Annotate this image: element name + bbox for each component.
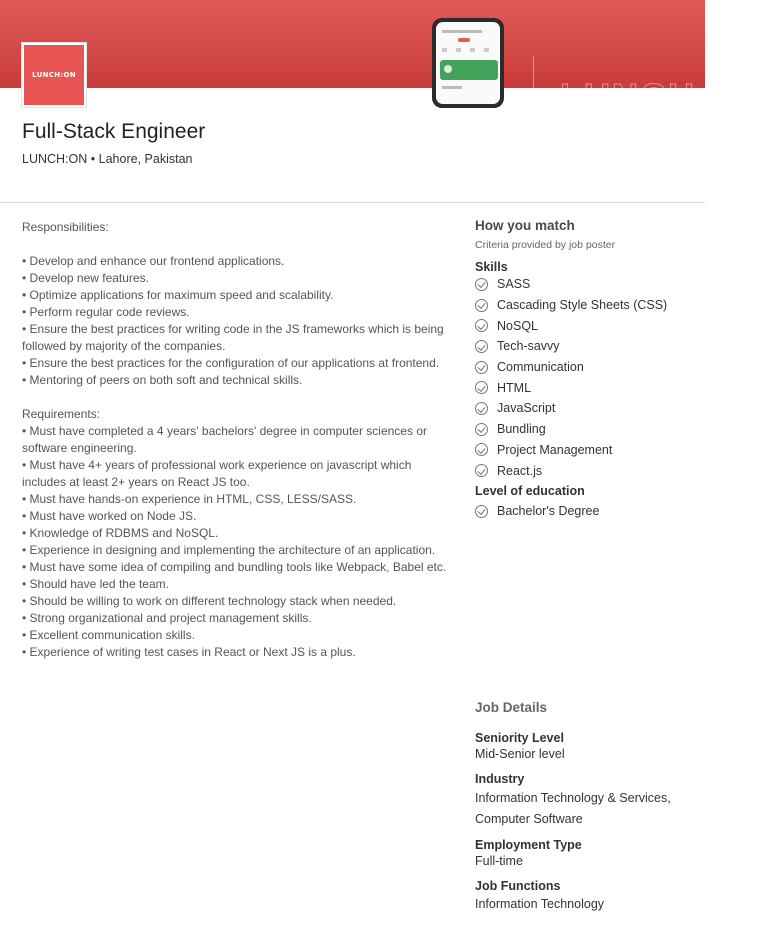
seniority-value: Mid-Senior level bbox=[475, 747, 565, 761]
industry-value: Information Technology & Services, bbox=[475, 791, 671, 805]
responsibility-item: • Mentoring of peers on both soft and technical skills. bbox=[22, 373, 303, 387]
check-circle-icon bbox=[475, 278, 488, 291]
job-functions-value: Information Technology bbox=[475, 897, 605, 911]
requirement-item: • Strong organizational and project management skills. bbox=[22, 611, 312, 625]
check-circle-icon bbox=[475, 381, 488, 394]
education-item bbox=[475, 501, 705, 522]
skill-label: Cascading Style Sheets (CSS) bbox=[497, 298, 668, 313]
employment-type-label: Employment Type bbox=[475, 838, 582, 852]
how-you-match-panel bbox=[475, 218, 705, 522]
skill-label: React.js bbox=[497, 463, 543, 478]
responsibility-item: • Develop and enhance our frontend applications. bbox=[22, 254, 285, 268]
check-circle-icon bbox=[475, 423, 488, 436]
skill-item bbox=[475, 440, 705, 461]
requirements-heading: Requirements: bbox=[22, 407, 101, 421]
meta-separator: • bbox=[90, 152, 96, 166]
requirement-item: • Experience in designing and implementing the architecture of an application. bbox=[22, 543, 436, 557]
skill-label: SASS bbox=[497, 277, 531, 292]
skill-item bbox=[475, 274, 705, 295]
check-circle-icon bbox=[475, 319, 488, 332]
skill-label: Bundling bbox=[497, 422, 546, 437]
skill-item bbox=[475, 336, 705, 357]
job-details-title: Job Details bbox=[475, 700, 548, 715]
header-divider bbox=[0, 202, 705, 203]
cover-banner bbox=[0, 0, 768, 117]
check-circle-icon bbox=[475, 443, 488, 456]
skill-item bbox=[475, 377, 705, 398]
skills-heading: Skills bbox=[475, 260, 508, 274]
skill-item bbox=[475, 315, 705, 336]
responsibility-item: • Ensure the best practices for the configuration of our applications at frontend. bbox=[22, 356, 440, 370]
check-circle-icon bbox=[475, 299, 488, 312]
check-circle-icon bbox=[475, 464, 488, 477]
job-functions-label: Job Functions bbox=[475, 879, 561, 893]
requirement-item: • Must have some idea of compiling and bundling tools like Webpack, Babel etc. bbox=[22, 560, 447, 574]
job-details-panel bbox=[475, 700, 705, 915]
responsibility-item: • Perform regular code reviews. bbox=[22, 305, 190, 319]
responsibilities-heading: Responsibilities: bbox=[22, 220, 109, 234]
job-description bbox=[22, 219, 452, 661]
skill-label: Communication bbox=[497, 360, 584, 375]
education-heading: Level of education bbox=[475, 483, 585, 498]
check-circle-icon bbox=[475, 361, 488, 374]
requirement-item: • Must have hands-on experience in HTML, CSS, LESS/SASS. bbox=[22, 492, 357, 506]
education-label: Bachelor's Degree bbox=[497, 504, 600, 519]
criteria-note: Criteria provided by job poster bbox=[475, 239, 616, 251]
industry-label: Industry bbox=[475, 772, 525, 786]
skill-label: NoSQL bbox=[497, 318, 538, 333]
check-circle-icon bbox=[475, 505, 488, 518]
skill-item bbox=[475, 357, 705, 378]
check-circle-icon bbox=[475, 402, 488, 415]
job-title: Full-Stack Engineer bbox=[22, 120, 206, 143]
skill-label: JavaScript bbox=[497, 401, 556, 416]
skill-item bbox=[475, 460, 705, 481]
seniority-label: Seniority Level bbox=[475, 731, 564, 745]
requirement-item: • Experience of writing test cases in React or Next JS is a plus. bbox=[22, 645, 356, 659]
banner-watermark-logo: LUNCH:ON bbox=[560, 76, 768, 117]
requirement-item: • Knowledge of RDBMS and NoSQL. bbox=[22, 526, 219, 540]
industry-value: Computer Software bbox=[475, 812, 583, 826]
skill-label: HTML bbox=[497, 380, 532, 395]
company-logo[interactable]: LUNCH:ON bbox=[22, 43, 86, 107]
skill-label: Project Management bbox=[497, 442, 613, 457]
requirement-item: • Should have led the team. bbox=[22, 577, 169, 591]
skill-label: Tech-savvy bbox=[497, 339, 560, 354]
skill-item bbox=[475, 295, 705, 316]
requirement-item: • Should be willing to work on different technology stack when needed. bbox=[22, 594, 397, 608]
company-name-link[interactable]: LUNCH:ON bbox=[22, 152, 88, 166]
job-location: Lahore, Pakistan bbox=[98, 152, 193, 166]
job-meta bbox=[22, 152, 192, 166]
employment-type-value: Full-time bbox=[475, 854, 523, 868]
requirement-item: • Must have 4+ years of professional work experience on javascript which includes at least 2+ years on React JS too. bbox=[22, 458, 412, 489]
responsibility-item: • Ensure the best practices for writing code in the JS frameworks which is being followed by majority of the companies. bbox=[22, 322, 444, 353]
requirement-item: • Must have completed a 4 years' bachelors' degree in computer sciences or software engineering. bbox=[22, 424, 427, 455]
how-you-match-title: How you match bbox=[475, 218, 575, 233]
requirement-item: • Excellent communication skills. bbox=[22, 628, 195, 642]
skill-item bbox=[475, 398, 705, 419]
responsibility-item: • Optimize applications for maximum speed and scalability. bbox=[22, 288, 334, 302]
skill-item bbox=[475, 419, 705, 440]
responsibility-item: • Develop new features. bbox=[22, 271, 149, 285]
requirement-item: • Must have worked on Node JS. bbox=[22, 509, 197, 523]
check-circle-icon bbox=[475, 340, 488, 353]
banner-divider bbox=[533, 56, 534, 88]
phone-mockup-image bbox=[432, 18, 504, 108]
